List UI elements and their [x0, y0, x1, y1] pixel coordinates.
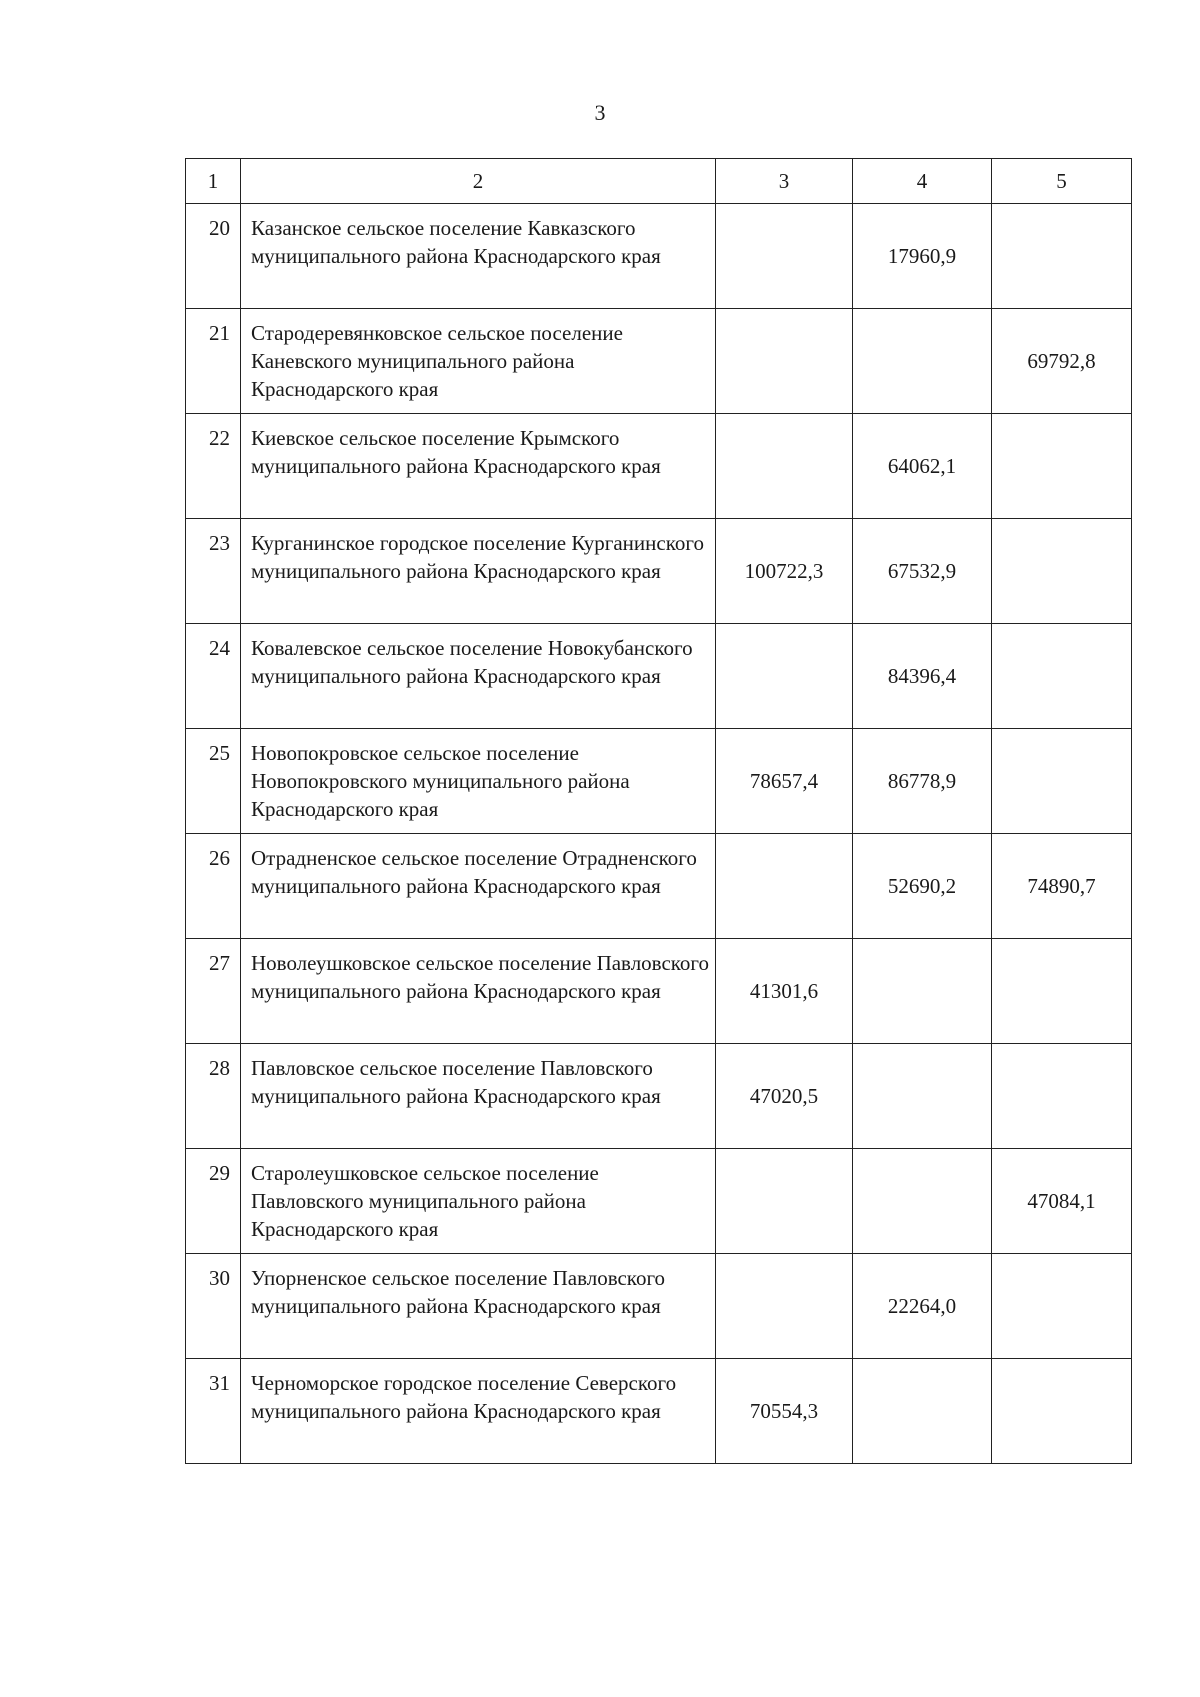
- settlement-name: Старолеушковское сельское поселение Павловского муниципального района Краснодарского края: [241, 1149, 716, 1254]
- row-number: 30: [186, 1254, 241, 1359]
- table-row: [186, 624, 1132, 729]
- settlement-name: Новолеушковское сельское поселение Павловского муниципального района Краснодарского края: [241, 939, 716, 1044]
- table-row: [186, 204, 1132, 309]
- value-col-5: 74890,7: [992, 834, 1132, 939]
- table-row: [186, 1254, 1132, 1359]
- settlement-name: Стародеревянковское сельское поселение Каневского муниципального района Краснодарского края: [241, 309, 716, 414]
- value-col-5: [992, 1044, 1132, 1149]
- value-col-4: [853, 1044, 992, 1149]
- value-col-3: [716, 204, 853, 309]
- value-col-5: [992, 624, 1132, 729]
- table-row: [186, 1359, 1132, 1464]
- value-col-4: [853, 939, 992, 1044]
- table-row: [186, 1149, 1132, 1254]
- table-row: [186, 729, 1132, 834]
- row-number: 28: [186, 1044, 241, 1149]
- row-number: 25: [186, 729, 241, 834]
- value-col-3: 100722,3: [716, 519, 853, 624]
- settlement-name: Черноморское городское поселение Северского муниципального района Краснодарского края: [241, 1359, 716, 1464]
- value-col-3: [716, 1149, 853, 1254]
- value-col-4: 64062,1: [853, 414, 992, 519]
- value-col-5: [992, 729, 1132, 834]
- allocation-table: [185, 158, 1132, 1464]
- value-col-4: [853, 1149, 992, 1254]
- value-col-3: 78657,4: [716, 729, 853, 834]
- settlement-name: Курганинское городское поселение Курганинского муниципального района Краснодарского края: [241, 519, 716, 624]
- settlement-name: Казанское сельское поселение Кавказского муниципального района Краснодарского края: [241, 204, 716, 309]
- value-col-4: 17960,9: [853, 204, 992, 309]
- value-col-3: 41301,6: [716, 939, 853, 1044]
- value-col-5: 47084,1: [992, 1149, 1132, 1254]
- row-number: 22: [186, 414, 241, 519]
- settlement-name: Ковалевское сельское поселение Новокубанского муниципального района Краснодарского края: [241, 624, 716, 729]
- header-col-1: 1: [186, 159, 241, 204]
- row-number: 24: [186, 624, 241, 729]
- value-col-4: 67532,9: [853, 519, 992, 624]
- header-row: [186, 159, 1132, 204]
- value-col-5: [992, 1359, 1132, 1464]
- value-col-4: 22264,0: [853, 1254, 992, 1359]
- header-col-5: 5: [992, 159, 1132, 204]
- value-col-3: [716, 414, 853, 519]
- table-row: [186, 834, 1132, 939]
- header-col-4: 4: [853, 159, 992, 204]
- table-row: [186, 519, 1132, 624]
- value-col-4: 84396,4: [853, 624, 992, 729]
- table-row: [186, 414, 1132, 519]
- row-number: 26: [186, 834, 241, 939]
- table-row: [186, 1044, 1132, 1149]
- value-col-5: [992, 204, 1132, 309]
- value-col-3: [716, 1254, 853, 1359]
- settlement-name: Упорненское сельское поселение Павловского муниципального района Краснодарского края: [241, 1254, 716, 1359]
- value-col-4: 86778,9: [853, 729, 992, 834]
- row-number: 27: [186, 939, 241, 1044]
- header-col-3: 3: [716, 159, 853, 204]
- value-col-5: [992, 939, 1132, 1044]
- header-col-2: 2: [241, 159, 716, 204]
- table-row: [186, 309, 1132, 414]
- settlement-name: Отрадненское сельское поселение Отрадненского муниципального района Краснодарского края: [241, 834, 716, 939]
- value-col-3: 47020,5: [716, 1044, 853, 1149]
- value-col-4: [853, 309, 992, 414]
- settlement-name: Павловское сельское поселение Павловского муниципального района Краснодарского края: [241, 1044, 716, 1149]
- value-col-3: [716, 624, 853, 729]
- value-col-3: [716, 309, 853, 414]
- page-number: 3: [594, 100, 606, 125]
- row-number: 29: [186, 1149, 241, 1254]
- row-number: 31: [186, 1359, 241, 1464]
- value-col-4: [853, 1359, 992, 1464]
- table-body: [186, 204, 1132, 1464]
- value-col-4: 52690,2: [853, 834, 992, 939]
- table-header: [186, 159, 1132, 204]
- row-number: 23: [186, 519, 241, 624]
- value-col-5: [992, 519, 1132, 624]
- value-col-3: [716, 834, 853, 939]
- row-number: 21: [186, 309, 241, 414]
- value-col-5: 69792,8: [992, 309, 1132, 414]
- row-number: 20: [186, 204, 241, 309]
- table-row: [186, 939, 1132, 1044]
- value-col-5: [992, 1254, 1132, 1359]
- value-col-3: 70554,3: [716, 1359, 853, 1464]
- settlement-name: Киевское сельское поселение Крымского муниципального района Краснодарского края: [241, 414, 716, 519]
- value-col-5: [992, 414, 1132, 519]
- settlement-name: Новопокровское сельское поселение Новопокровского муниципального района Краснодарского края: [241, 729, 716, 834]
